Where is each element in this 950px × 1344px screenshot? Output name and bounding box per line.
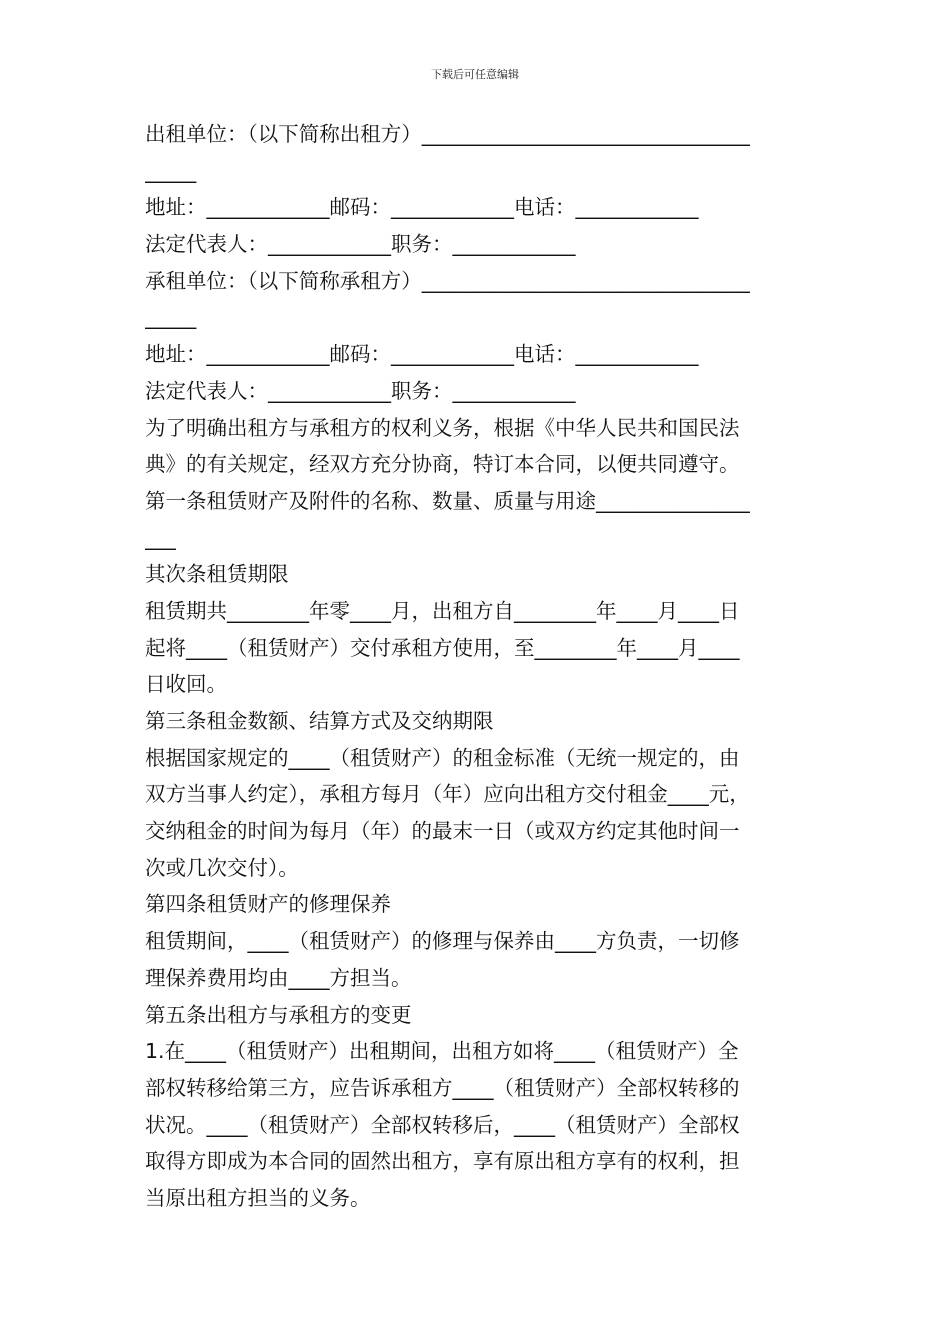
text-line: _____ — [145, 158, 197, 183]
text-line: 地址：____________邮码：____________电话：____________ — [145, 195, 699, 220]
text-line: 为了明确出租方与承租方的权利义务，根据《中华人民共和国民法 — [145, 415, 740, 440]
text-line: 承租单位：（以下简称承租方）________________________________ — [145, 268, 750, 293]
text-line: 法定代表人：____________职务：____________ — [145, 232, 576, 257]
text-line: 第五条出租方与承租方的变更 — [145, 1002, 412, 1027]
text-line: ___ — [145, 525, 176, 550]
text-line: 租赁期间，____（租赁财产）的修理与保养由____方负责，一切修 — [145, 929, 740, 954]
text-line: 部权转移给第三方，应告诉承租方____（租赁财产）全部权转移的 — [145, 1075, 740, 1100]
text-line: 取得方即成为本合同的固然出租方，享有原出租方享有的权利，担 — [145, 1149, 740, 1174]
text-line: 第四条租赁财产的修理保养 — [145, 892, 391, 917]
text-line: 1.在____（租赁财产）出租期间，出租方如将____（租赁财产）全 — [145, 1039, 739, 1064]
text-line: _____ — [145, 305, 197, 330]
text-line: 状况。____（租赁财产）全部权转移后，____（租赁财产）全部权 — [145, 1112, 740, 1137]
text-line: 典》的有关规定，经双方充分协商，特订本合同，以便共同遵守。 — [145, 452, 740, 477]
text-line: 起将____（租赁财产）交付承租方使用，至________年____月____ — [145, 635, 740, 660]
document-body — [145, 116, 811, 1217]
text-line: 地址：____________邮码：____________电话：____________ — [145, 342, 699, 367]
text-line: 根据国家规定的____（租赁财产）的租金标准（无统一规定的，由 — [145, 745, 740, 770]
text-line: 第三条租金数额、结算方式及交纳期限 — [145, 709, 494, 733]
text-line: 法定代表人：____________职务：____________ — [145, 378, 576, 403]
text-line: 日收回。 — [145, 672, 227, 697]
text-line: 理保养费用均由____方担当。 — [145, 965, 412, 990]
text-line: 其次条租赁期限 — [145, 562, 289, 587]
page-header: 下载后可任意编辑 — [431, 68, 519, 81]
text-line: 次或几次交付）。 — [145, 855, 299, 880]
text-line: 租赁期共________年零____月，出租方自________年____月____日 — [145, 598, 740, 623]
text-line: 当原出租方担当的义务。 — [145, 1185, 371, 1210]
text-line: 交纳租金的时间为每月（年）的最末一日（或双方约定其他时间一 — [145, 819, 740, 844]
text-line: 出租单位：（以下简称出租方）________________________________ — [145, 122, 750, 146]
text-line: 第一条租赁财产及附件的名称、数量、质量与用途_______________ — [145, 488, 750, 513]
text-line: 双方当事人约定），承租方每月（年）应向出租方交付租金____元， — [145, 782, 750, 807]
